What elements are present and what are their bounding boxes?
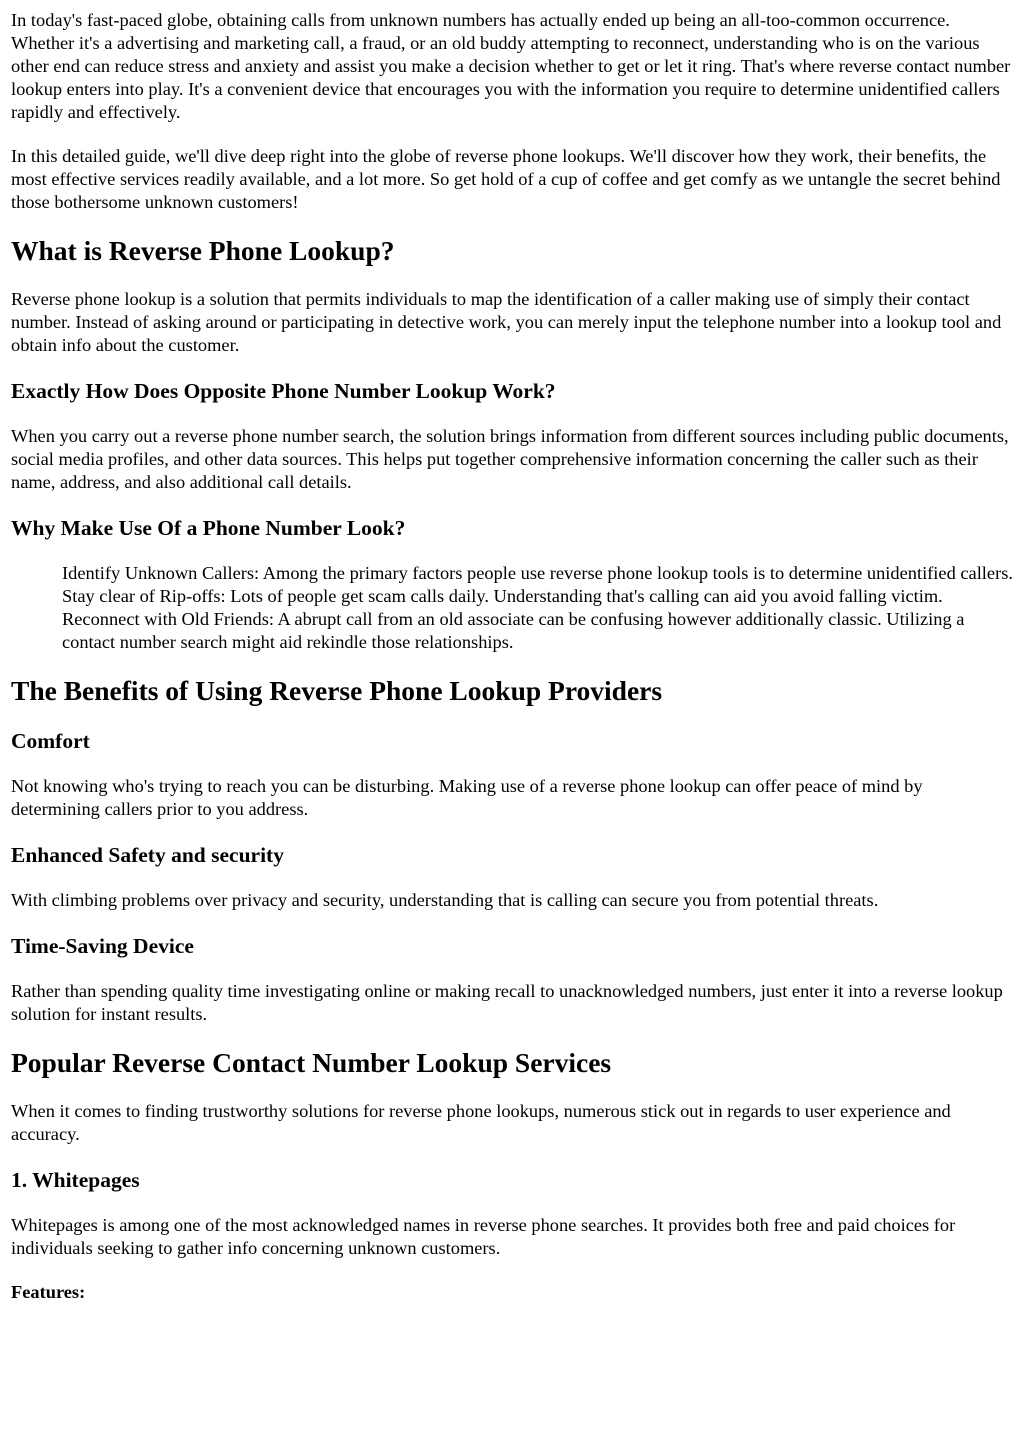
comfort-paragraph: Not knowing who's trying to reach you can be disturbing. Making use of a reverse phone lookup can offer peace of mind by determining callers prior to you address. [11,776,923,819]
safety-paragraph: With climbing problems over privacy and security, understanding that is calling can secure you from potential threats. [11,890,879,910]
how-it-works-paragraph: When you carry out a reverse phone number search, the solution brings information from different sources including public documents, social media profiles, and other data sources. This helps put together comprehensive information concerning the caller such as their name, address, and also additional call details. [11,426,1009,492]
subheading-whitepages: 1. Whitepages [11,1168,140,1192]
subheading-comfort: Comfort [11,729,90,753]
popular-services-paragraph: When it comes to finding trustworthy solutions for reverse phone lookups, numerous stick out in regards to user experience and accuracy. [11,1101,951,1144]
section-heading-benefits: The Benefits of Using Reverse Phone Lookup Providers [11,675,663,706]
subheading-time-saving: Time-Saving Device [11,934,194,958]
subheading-why-use: Why Make Use Of a Phone Number Look? [11,516,406,540]
features-heading: Features: [11,1282,86,1302]
whitepages-paragraph: Whitepages is among one of the most acknowledged names in reverse phone searches. It provides both free and paid choices for individuals seeking to gather info concerning unknown customers. [11,1215,956,1258]
intro-paragraph-1: In today's fast-paced globe, obtaining calls from unknown numbers has actually ended up being an all-too-common occurrence. Whether it's a advertising and marketing call, a fraud, or an old buddy attempting to reconnect, understanding who is on the various other end can reduce stress and anxiety and assist you make a decision whether to get or let it ring. That's where reverse contact number lookup enters into play. It's a convenient device that encourages you with the information you require to determine unidentified callers rapidly and effectively. [11,10,1011,122]
subheading-how-it-works: Exactly How Does Opposite Phone Number Lookup Work? [11,379,556,403]
why-use-quote: Identify Unknown Callers: Among the primary factors people use reverse phone lookup tools is to determine unidentified callers. Stay clear of Rip-offs: Lots of people get scam calls daily. Understanding that's calling can aid you avoid falling victim. Reconnect with Old Friends: A abrupt call from an old associate can be confusing however additionally classic. Utilizing a contact number search might aid rekindle those relationships. [62,563,1013,652]
subheading-safety: Enhanced Safety and security [11,843,284,867]
section-heading-what-is: What is Reverse Phone Lookup? [11,235,395,266]
intro-paragraph-2: In this detailed guide, we'll dive deep right into the globe of reverse phone lookups. We'll discover how they work, their benefits, the most effective services readily available, and a lot more. So get hold of a cup of coffee and get comfy as we untangle the secret behind those bothersome unknown customers! [11,146,1001,212]
section-heading-popular-services: Popular Reverse Contact Number Lookup Services [11,1047,612,1078]
time-saving-paragraph: Rather than spending quality time investigating online or making recall to unacknowledged numbers, just enter it into a reverse lookup solution for instant results. [11,981,1003,1024]
what-is-paragraph: Reverse phone lookup is a solution that permits individuals to map the identification of a caller making use of simply their contact number. Instead of asking around or participating in detective work, you can merely input the telephone number into a lookup tool and obtain info about the customer. [11,289,1002,355]
